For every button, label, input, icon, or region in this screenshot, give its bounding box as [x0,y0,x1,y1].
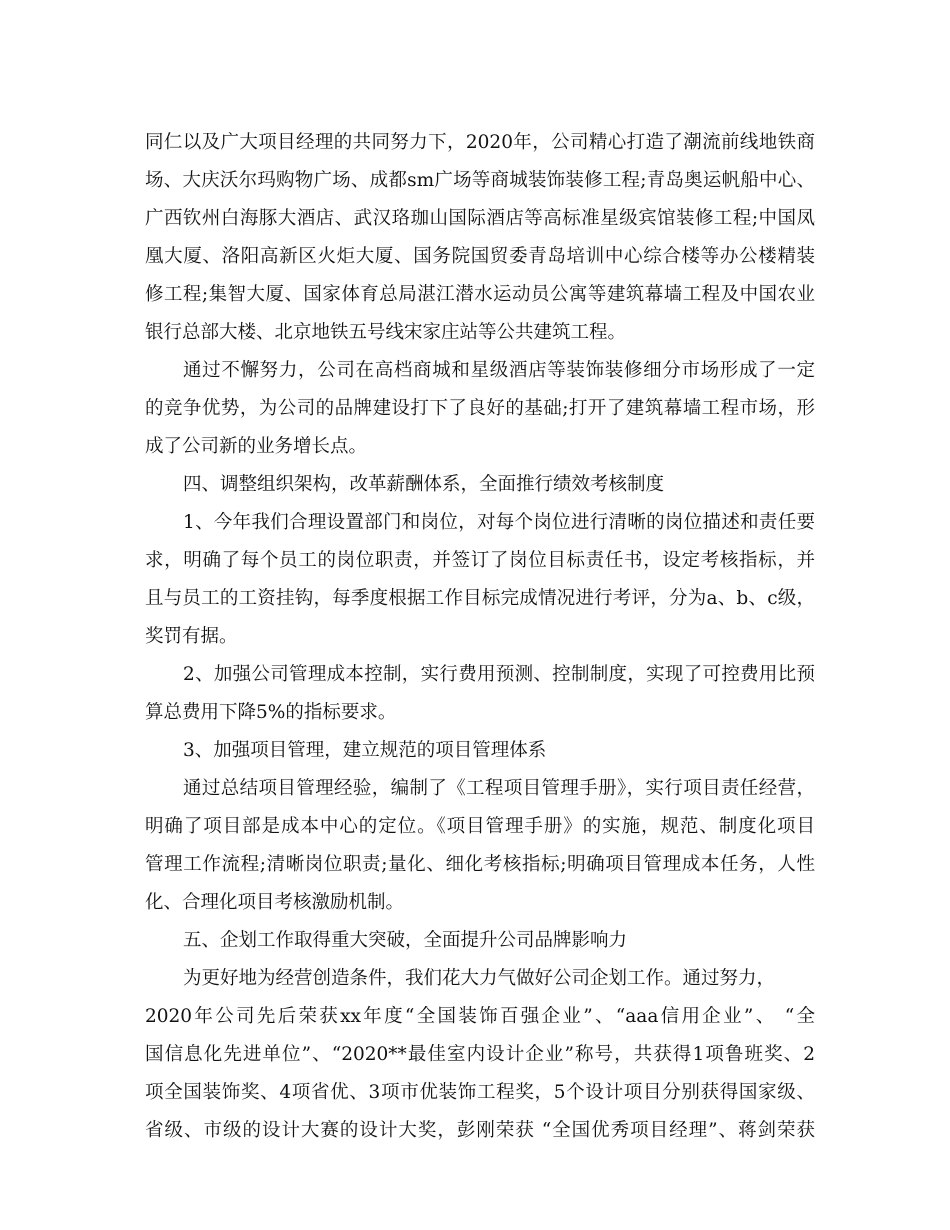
paragraph-first-line: 通过不懈努力，公司在高档商城和星级酒店等装饰装修细分市场形成了一定 [183,360,815,381]
text-line: 管理工作流程;清晰岗位职责;量化、细化考核指标;明确项目管理成本任务，人性 [145,854,815,875]
subsection-heading: 3、加强项目管理，建立规范的项目管理体系 [183,740,547,761]
text-line: 省级、市级的设计大赛的设计大奖，彭刚荣获 “全国优秀项目经理”、蒋剑荣获 [145,1120,815,1141]
paragraph-first-line: 通过总结项目管理经验，编制了《工程项目管理手册》，实行项目责任经营， [183,778,815,799]
text-line: 项全国装饰奖、4项省优、3项市优装饰工程奖，5个设计项目分别获得国家级、 [145,1082,815,1103]
text-line: 修工程;集智大厦、国家体育总局湛江潜水运动员公寓等建筑幕墙工程及中国农业 [145,284,815,305]
text-line: 银行总部大楼、北京地铁五号线宋家庄站等公共建筑工程。 [145,322,627,343]
text-line: 明确了项目部是成本中心的定位。《项目管理手册》的实施，规范、制度化项目 [145,816,815,837]
section-heading: 四、调整组织架构，改革薪酬体系，全面推行绩效考核制度 [183,474,665,495]
section-heading: 五、企划工作取得重大突破，全面提升公司品牌影响力 [183,930,628,951]
text-line: 同仁以及广大项目经理的共同努力下，2020年，公司精心打造了潮流前线地铁商 [145,132,815,153]
text-line: 奖罚有据。 [145,626,238,647]
text-line: 且与员工的工资挂钩，每季度根据工作目标完成情况进行考评，分为a、b、c级， [145,588,815,609]
text-line: 的竞争优势，为公司的品牌建设打下了良好的基础;打开了建筑幕墙工程市场，形 [145,398,815,419]
text-line: 化、合理化项目考核激励机制。 [145,892,405,913]
text-line: 广西钦州白海豚大酒店、武汉珞珈山国际酒店等高标准星级宾馆装修工程;中国凤 [145,208,815,229]
text-line: 国信息化先进单位”、“2020**最佳室内设计企业”称号，共获得1项鲁班奖、2 [145,1044,815,1065]
paragraph-first-line: 2、加强公司管理成本控制，实行费用预测、控制制度，实现了可控费用比预 [183,664,815,685]
text-line: 场、大庆沃尔玛购物广场、成都sm广场等商城装饰装修工程;青岛奥运帆船中心、 [145,170,815,191]
text-line: 成了公司新的业务增长点。 [145,436,368,457]
text-line: 2020年公司先后荣获xx年度“全国装饰百强企业”、“aaa信用企业”、 “全 [145,1006,815,1027]
paragraph-first-line: 为更好地为经营创造条件，我们花大力气做好公司企划工作。通过努力， [183,968,776,989]
paragraph-first-line: 1、今年我们合理设置部门和岗位，对每个岗位进行清晰的岗位描述和责任要 [183,512,815,533]
text-line: 求，明确了每个员工的岗位职责，并签订了岗位目标责任书，设定考核指标，并 [145,550,815,571]
text-line: 算总费用下降5%的指标要求。 [145,702,397,723]
text-line: 凰大厦、洛阳高新区火炬大厦、国务院国贸委青岛培训中心综合楼等办公楼精装 [145,246,815,267]
